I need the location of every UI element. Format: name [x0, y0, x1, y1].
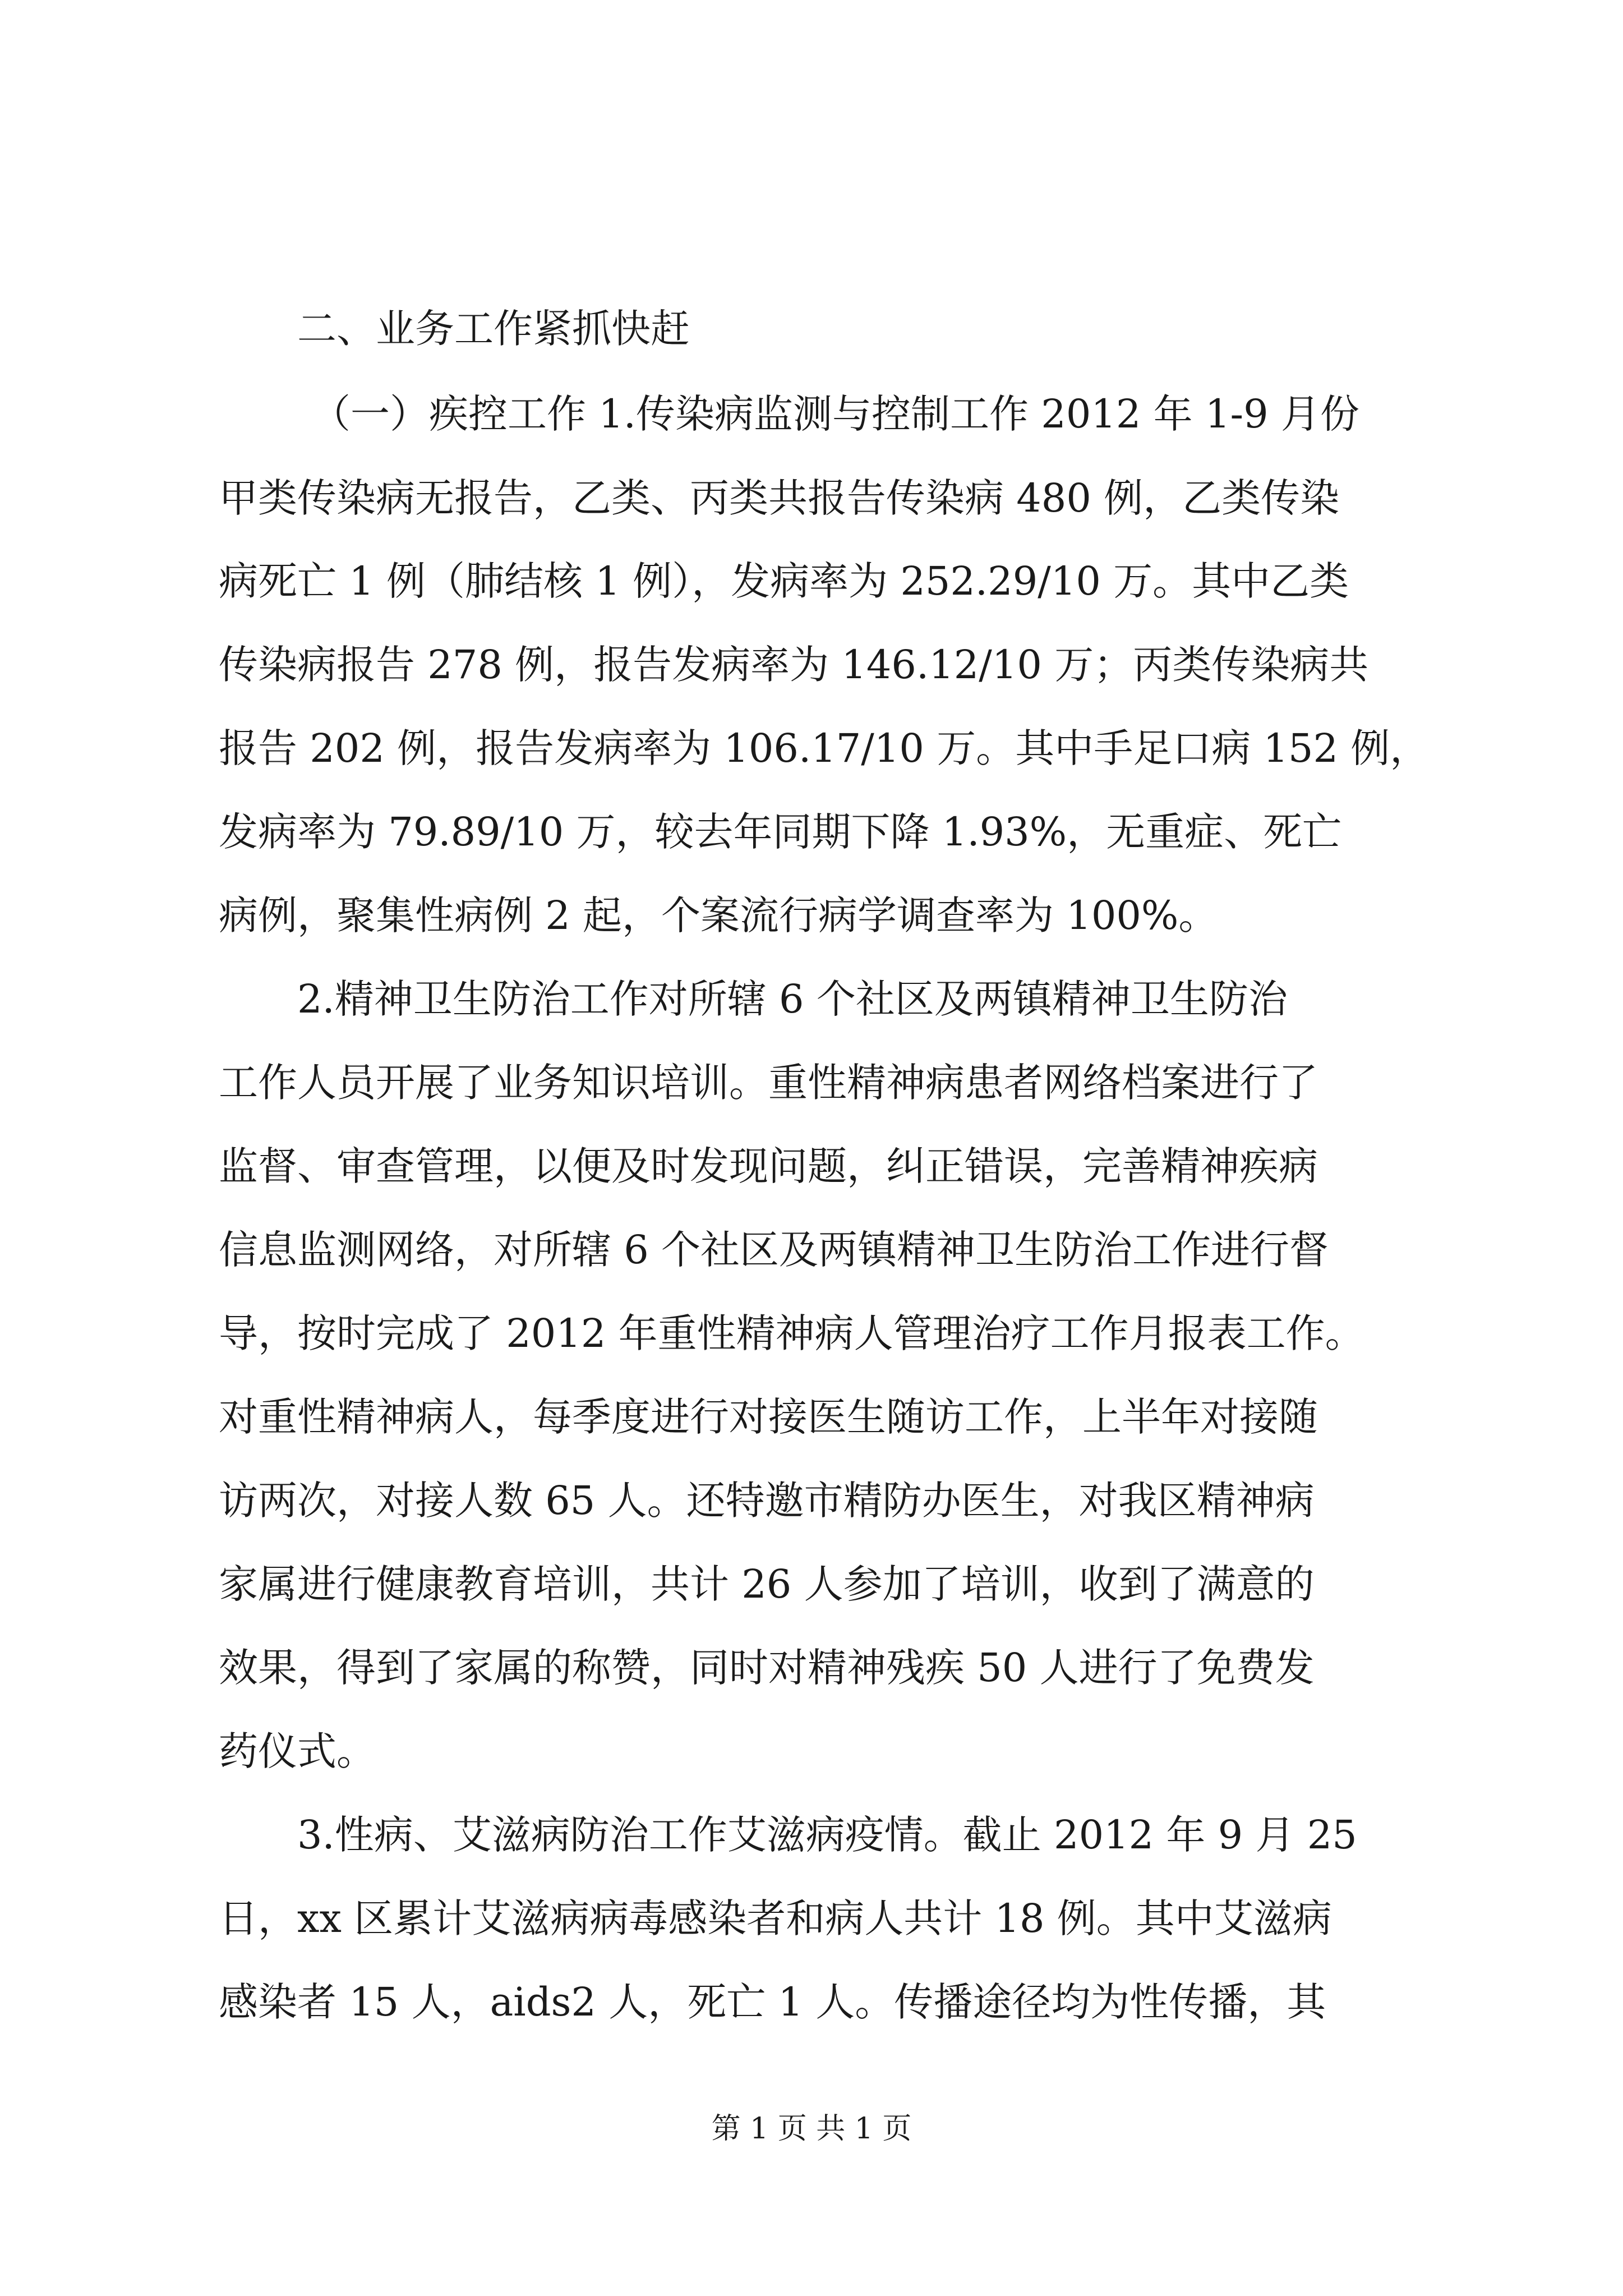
paragraph-line: 日，xx 区累计艾滋病病毒感染者和病人共计 18 例。其中艾滋病: [219, 1895, 1332, 1941]
paragraph-line: 甲类传染病无报告，乙类、丙类共报告传染病 480 例，乙类传染: [219, 475, 1340, 521]
paragraph-line: 导，按时完成了 2012 年重性精神病人管理治疗工作月报表工作。: [219, 1310, 1364, 1356]
page-footer: 第 1 页 共 1 页: [711, 2112, 912, 2146]
paragraph-line: 报告 202 例，报告发病率为 106.17/10 万。其中手足口病 152 例，: [219, 725, 1430, 771]
paragraph-line: 病死亡 1 例（肺结核 1 例），发病率为 252.29/10 万。其中乙类: [219, 558, 1349, 604]
paragraph-line: （一）疾控工作 1.传染病监测与控制工作 2012 年 1-9 月份: [311, 391, 1359, 437]
section-heading: 二、业务工作紧抓快赶: [297, 306, 690, 352]
paragraph-line: 感染者 15 人，aids2 人，死亡 1 人。传播途径均为性传播，其: [219, 1979, 1326, 2025]
paragraph-line: 效果，得到了家属的称赞，同时对精神残疾 50 人进行了免费发: [219, 1645, 1315, 1691]
paragraph-line: 3.性病、艾滋病防治工作艾滋病疫情。截止 2012 年 9 月 25: [297, 1812, 1357, 1858]
paragraph-line: 药仪式。: [219, 1728, 376, 1774]
paragraph-line: 监督、审查管理，以便及时发现问题，纠正错误，完善精神疾病: [219, 1143, 1318, 1189]
paragraph-line: 2.精神卫生防治工作对所辖 6 个社区及两镇精神卫生防治: [297, 976, 1288, 1022]
paragraph-line: 发病率为 79.89/10 万，较去年同期下降 1.93%，无重症、死亡: [219, 809, 1342, 855]
paragraph-line: 对重性精神病人，每季度进行对接医生随访工作，上半年对接随: [219, 1394, 1318, 1440]
paragraph-line: 病例，聚集性病例 2 起，个案流行病学调查率为 100%。: [219, 892, 1218, 938]
paragraph-line: 家属进行健康教育培训，共计 26 人参加了培训，收到了满意的: [219, 1561, 1315, 1607]
paragraph-line: 访两次，对接人数 65 人。还特邀市精防办医生，对我区精神病: [219, 1478, 1315, 1524]
paragraph-line: 工作人员开展了业务知识培训。重性精神病患者网络档案进行了: [219, 1060, 1318, 1106]
paragraph-line: 信息监测网络，对所辖 6 个社区及两镇精神卫生防治工作进行督: [219, 1227, 1329, 1273]
paragraph-line: 传染病报告 278 例，报告发病率为 146.12/10 万；丙类传染病共: [219, 642, 1369, 688]
